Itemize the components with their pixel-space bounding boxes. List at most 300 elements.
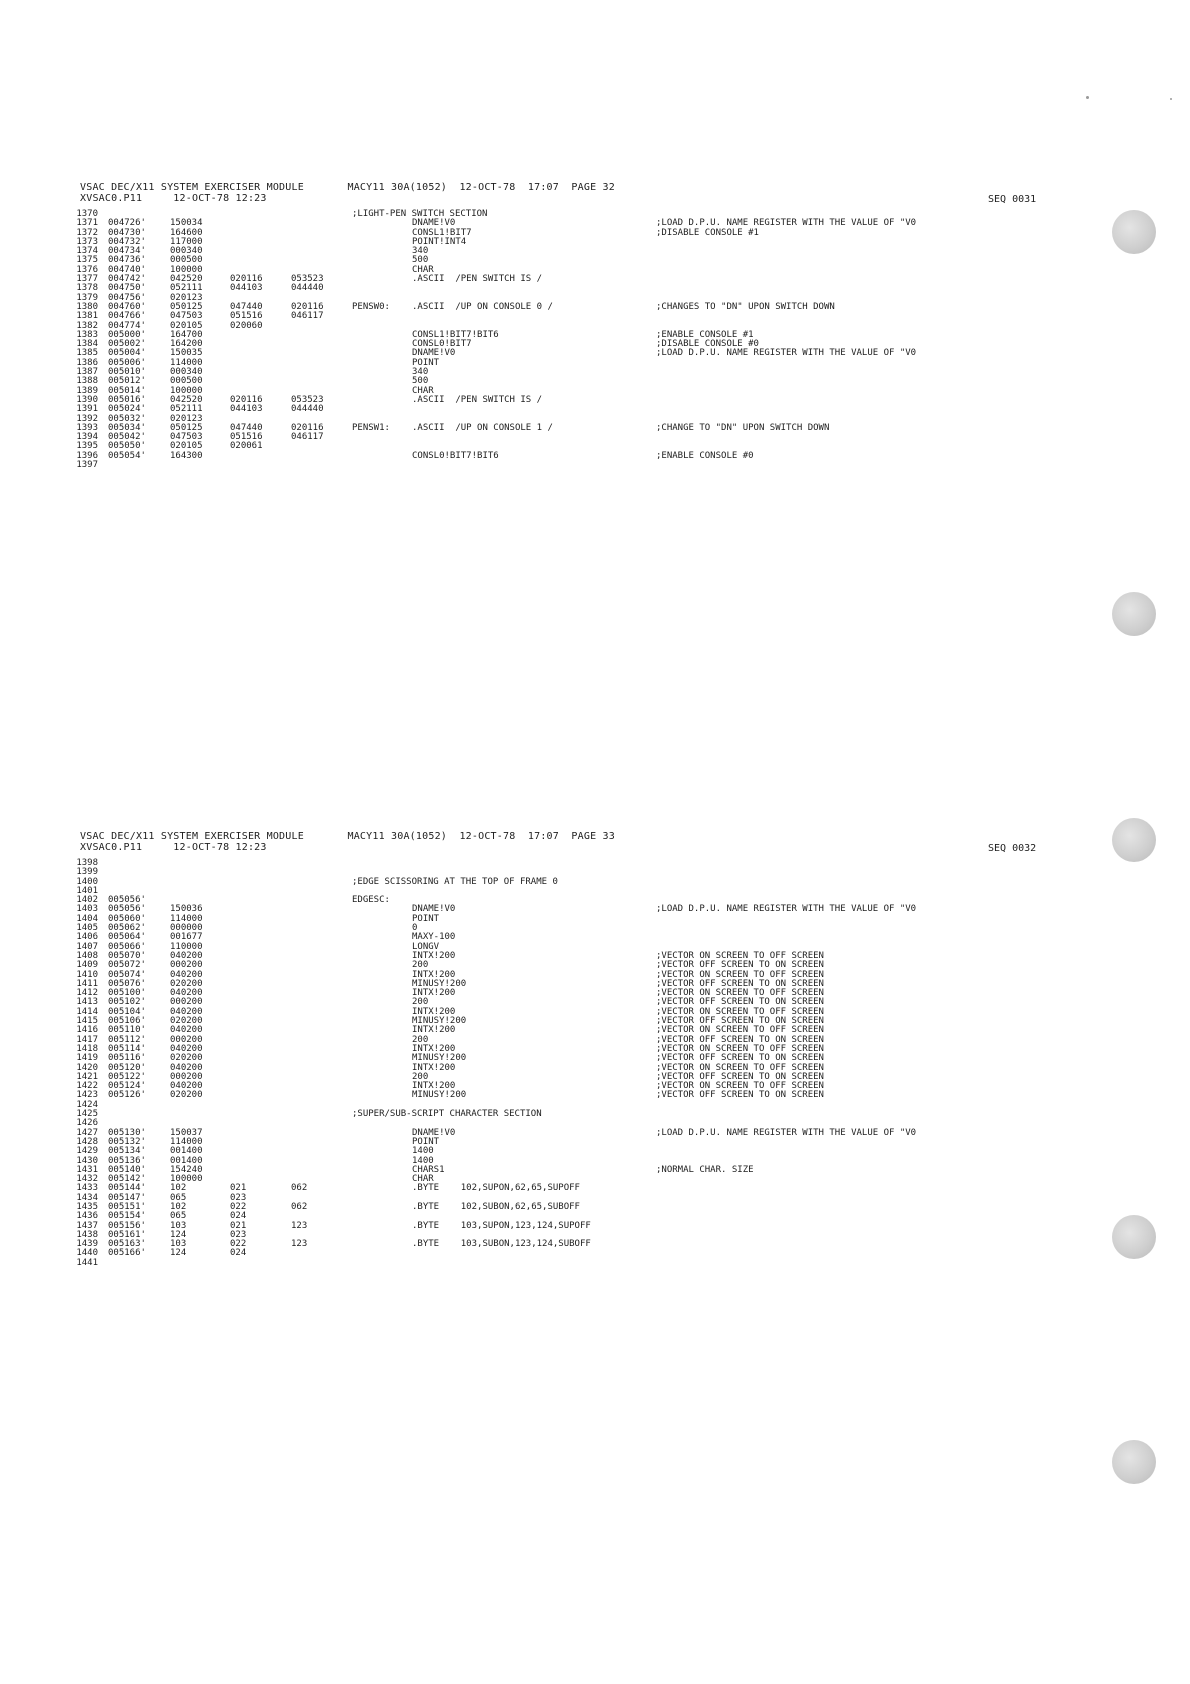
word-1: 164300 bbox=[170, 450, 203, 461]
address: 005062' bbox=[108, 923, 146, 934]
line-number: 1440 bbox=[76, 1248, 98, 1259]
line-number: 1441 bbox=[76, 1257, 98, 1268]
address: 004732' bbox=[108, 236, 146, 247]
address: 005050' bbox=[108, 441, 146, 452]
header-title-line: VSAC DEC/X11 SYSTEM EXERCISER MODULE MACY11 30A(1052) 12-OCT-78 17:07 PAGE 32 bbox=[80, 182, 615, 193]
address: 005010' bbox=[108, 367, 146, 378]
line-number: 1432 bbox=[76, 1174, 98, 1185]
line-number: 1399 bbox=[76, 867, 98, 878]
source: DNAME!V0 bbox=[412, 348, 456, 359]
address: 004734' bbox=[108, 246, 146, 257]
address: 005126' bbox=[108, 1090, 146, 1101]
word-1: 052111 bbox=[170, 404, 203, 415]
line-number: 1429 bbox=[76, 1146, 98, 1157]
listing-line bbox=[0, 461, 1190, 470]
label: ;SUPER/SUB-SCRIPT CHARACTER SECTION bbox=[352, 1109, 542, 1120]
source: DNAME!V0 bbox=[412, 218, 456, 229]
address: 004760' bbox=[108, 301, 146, 312]
comment: ;DISABLE CONSOLE #1 bbox=[656, 227, 759, 238]
line-number: 1422 bbox=[76, 1081, 98, 1092]
word-3: 020116 bbox=[291, 422, 324, 433]
address: 004736' bbox=[108, 255, 146, 266]
source: POINT bbox=[412, 913, 440, 924]
source: 0 bbox=[412, 923, 418, 934]
word-1: 020123 bbox=[170, 292, 203, 303]
source: 200 bbox=[412, 997, 429, 1008]
word-2: 047440 bbox=[230, 301, 263, 312]
word-3: 123 bbox=[291, 1239, 308, 1250]
source: INTX!200 bbox=[412, 1043, 456, 1054]
word-1: 000500 bbox=[170, 255, 203, 266]
word-2: 024 bbox=[230, 1248, 247, 1259]
source: .BYTE 102,SUBON,62,65,SUBOFF bbox=[412, 1201, 580, 1212]
address: 005102' bbox=[108, 997, 146, 1008]
line-number: 1402 bbox=[76, 895, 98, 906]
page-header bbox=[80, 182, 615, 204]
source: 1400 bbox=[412, 1155, 434, 1166]
comment: ;VECTOR ON SCREEN TO OFF SCREEN bbox=[656, 1062, 824, 1073]
comment: ;DISABLE CONSOLE #0 bbox=[656, 339, 759, 350]
word-1: 000340 bbox=[170, 367, 203, 378]
address: 005154' bbox=[108, 1211, 146, 1222]
address: 005104' bbox=[108, 1006, 146, 1017]
word-1: 065 bbox=[170, 1192, 187, 1203]
word-1: 150036 bbox=[170, 904, 203, 915]
line-number: 1438 bbox=[76, 1229, 98, 1240]
source: CONSL1!BIT7 bbox=[412, 227, 472, 238]
word-2: 051516 bbox=[230, 432, 263, 443]
address: 004742' bbox=[108, 274, 146, 285]
word-2: 020116 bbox=[230, 274, 263, 285]
line-number: 1391 bbox=[76, 404, 98, 415]
address: 004766' bbox=[108, 311, 146, 322]
word-1: 150035 bbox=[170, 348, 203, 359]
line-number: 1386 bbox=[76, 357, 98, 368]
source: .ASCII /PEN SWITCH IS / bbox=[412, 394, 543, 405]
address: 005060' bbox=[108, 913, 146, 924]
source: MINUSY!200 bbox=[412, 1053, 467, 1064]
word-1: 020200 bbox=[170, 1090, 203, 1101]
line-number: 1412 bbox=[76, 988, 98, 999]
line-number: 1425 bbox=[76, 1109, 98, 1120]
word-1: 040200 bbox=[170, 1043, 203, 1054]
address: 005074' bbox=[108, 969, 146, 980]
source: 200 bbox=[412, 1034, 429, 1045]
word-2: 044103 bbox=[230, 404, 263, 415]
word-1: 040200 bbox=[170, 1025, 203, 1036]
source: .ASCII /UP ON CONSOLE 1 / bbox=[412, 422, 553, 433]
comment: ;VECTOR OFF SCREEN TO ON SCREEN bbox=[656, 997, 824, 1008]
line-number: 1392 bbox=[76, 413, 98, 424]
word-1: 000200 bbox=[170, 960, 203, 971]
source: .BYTE 103,SUBON,123,124,SUBOFF bbox=[412, 1239, 591, 1250]
address: 005064' bbox=[108, 932, 146, 943]
line-number: 1415 bbox=[76, 1016, 98, 1027]
word-1: 124 bbox=[170, 1229, 187, 1240]
scan-speck bbox=[1170, 98, 1172, 100]
word-1: 020123 bbox=[170, 413, 203, 424]
address: 005032' bbox=[108, 413, 146, 424]
line-number: 1417 bbox=[76, 1034, 98, 1045]
source: CONSL1!BIT7!BIT6 bbox=[412, 329, 499, 340]
listing-line bbox=[0, 452, 1190, 461]
address: 005112' bbox=[108, 1034, 146, 1045]
source: DNAME!V0 bbox=[412, 1127, 456, 1138]
line-number: 1377 bbox=[76, 274, 98, 285]
comment: ;VECTOR ON SCREEN TO OFF SCREEN bbox=[656, 1043, 824, 1054]
address: 005002' bbox=[108, 339, 146, 350]
word-1: 000000 bbox=[170, 923, 203, 934]
comment: ;VECTOR OFF SCREEN TO ON SCREEN bbox=[656, 1090, 824, 1101]
label: ;LIGHT-PEN SWITCH SECTION bbox=[352, 209, 488, 219]
label: PENSW0: bbox=[352, 301, 390, 312]
word-1: 000200 bbox=[170, 1034, 203, 1045]
source: INTX!200 bbox=[412, 1081, 456, 1092]
line-number: 1410 bbox=[76, 969, 98, 980]
address: 005072' bbox=[108, 960, 146, 971]
line-number: 1370 bbox=[76, 209, 98, 219]
address: 004740' bbox=[108, 264, 146, 275]
word-1: 110000 bbox=[170, 941, 203, 952]
line-number: 1414 bbox=[76, 1006, 98, 1017]
label: ;EDGE SCISSORING AT THE TOP OF FRAME 0 bbox=[352, 876, 558, 887]
line-number: 1406 bbox=[76, 932, 98, 943]
word-1: 164200 bbox=[170, 339, 203, 350]
listing-line bbox=[0, 887, 1190, 896]
line-number: 1423 bbox=[76, 1090, 98, 1101]
listing-line bbox=[0, 878, 1190, 887]
source: .ASCII /UP ON CONSOLE 0 / bbox=[412, 301, 553, 312]
word-1: 114000 bbox=[170, 913, 203, 924]
listing-line bbox=[0, 1249, 1190, 1258]
address: 005163' bbox=[108, 1239, 146, 1250]
listing-rows bbox=[0, 210, 1190, 470]
word-1: 052111 bbox=[170, 283, 203, 294]
line-number: 1437 bbox=[76, 1220, 98, 1231]
line-number: 1394 bbox=[76, 432, 98, 443]
comment: ;VECTOR ON SCREEN TO OFF SCREEN bbox=[656, 1025, 824, 1036]
line-number: 1397 bbox=[76, 460, 98, 471]
address: 005120' bbox=[108, 1062, 146, 1073]
word-1: 000200 bbox=[170, 997, 203, 1008]
address: 005140' bbox=[108, 1164, 146, 1175]
address: 005014' bbox=[108, 385, 146, 396]
comment: ;VECTOR OFF SCREEN TO ON SCREEN bbox=[656, 1016, 824, 1027]
address: 005054' bbox=[108, 450, 146, 461]
word-1: 000200 bbox=[170, 1071, 203, 1082]
page-header bbox=[80, 831, 615, 853]
listing-line bbox=[0, 1259, 1190, 1268]
word-3: 044440 bbox=[291, 283, 324, 294]
word-1: 040200 bbox=[170, 988, 203, 999]
address: 005114' bbox=[108, 1043, 146, 1054]
word-1: 050125 bbox=[170, 422, 203, 433]
source: CONSL0!BIT7!BIT6 bbox=[412, 450, 499, 461]
source: POINT bbox=[412, 1136, 440, 1147]
line-number: 1371 bbox=[76, 218, 98, 229]
line-number: 1382 bbox=[76, 320, 98, 331]
line-number: 1400 bbox=[76, 876, 98, 887]
word-3: 044440 bbox=[291, 404, 324, 415]
line-number: 1421 bbox=[76, 1071, 98, 1082]
address: 004756' bbox=[108, 292, 146, 303]
line-number: 1393 bbox=[76, 422, 98, 433]
address: 005016' bbox=[108, 394, 146, 405]
line-number: 1439 bbox=[76, 1239, 98, 1250]
line-number: 1373 bbox=[76, 236, 98, 247]
address: 005006' bbox=[108, 357, 146, 368]
word-1: 103 bbox=[170, 1220, 187, 1231]
listing-line bbox=[0, 1101, 1190, 1110]
word-2: 022 bbox=[230, 1239, 247, 1250]
word-2: 020116 bbox=[230, 394, 263, 405]
address: 005122' bbox=[108, 1071, 146, 1082]
source: .BYTE 103,SUPON,123,124,SUPOFF bbox=[412, 1220, 591, 1231]
word-3: 062 bbox=[291, 1201, 308, 1212]
comment: ;ENABLE CONSOLE #1 bbox=[656, 329, 754, 340]
address: 005161' bbox=[108, 1229, 146, 1240]
line-number: 1426 bbox=[76, 1118, 98, 1129]
line-number: 1379 bbox=[76, 292, 98, 303]
word-1: 042520 bbox=[170, 394, 203, 405]
address: 004774' bbox=[108, 320, 146, 331]
line-number: 1387 bbox=[76, 367, 98, 378]
source: MINUSY!200 bbox=[412, 978, 467, 989]
source: INTX!200 bbox=[412, 950, 456, 961]
word-2: 021 bbox=[230, 1183, 247, 1194]
listing-rows bbox=[0, 859, 1190, 1268]
comment: ;CHANGE TO "DN" UPON SWITCH DOWN bbox=[656, 422, 830, 433]
word-1: 124 bbox=[170, 1248, 187, 1259]
word-1: 100000 bbox=[170, 385, 203, 396]
word-3: 046117 bbox=[291, 432, 324, 443]
address: 005106' bbox=[108, 1016, 146, 1027]
word-3: 053523 bbox=[291, 394, 324, 405]
header-file-line: XVSAC0.P11 12-OCT-78 12:23 bbox=[80, 842, 267, 853]
word-1: 040200 bbox=[170, 969, 203, 980]
word-2: 024 bbox=[230, 1211, 247, 1222]
source: MINUSY!200 bbox=[412, 1090, 467, 1101]
address: 005144' bbox=[108, 1183, 146, 1194]
line-number: 1419 bbox=[76, 1053, 98, 1064]
source: INTX!200 bbox=[412, 1062, 456, 1073]
listing-line bbox=[0, 1091, 1190, 1100]
line-number: 1385 bbox=[76, 348, 98, 359]
comment: ;VECTOR OFF SCREEN TO ON SCREEN bbox=[656, 978, 824, 989]
comment: ;VECTOR ON SCREEN TO OFF SCREEN bbox=[656, 1081, 824, 1092]
source: MAXY-100 bbox=[412, 932, 456, 943]
source: INTX!200 bbox=[412, 1025, 456, 1036]
line-number: 1407 bbox=[76, 941, 98, 952]
comment: ;LOAD D.P.U. NAME REGISTER WITH THE VALUE OF "V0 bbox=[656, 1127, 917, 1138]
address: 005136' bbox=[108, 1155, 146, 1166]
line-number: 1409 bbox=[76, 960, 98, 971]
address: 005110' bbox=[108, 1025, 146, 1036]
word-1: 100000 bbox=[170, 264, 203, 275]
word-1: 020200 bbox=[170, 1016, 203, 1027]
line-number: 1418 bbox=[76, 1043, 98, 1054]
source: 340 bbox=[412, 246, 429, 257]
word-1: 047503 bbox=[170, 432, 203, 443]
comment: ;LOAD D.P.U. NAME REGISTER WITH THE VALUE OF "V0 bbox=[656, 218, 917, 229]
source: INTX!200 bbox=[412, 1006, 456, 1017]
comment: ;VECTOR ON SCREEN TO OFF SCREEN bbox=[656, 1006, 824, 1017]
comment: ;VECTOR ON SCREEN TO OFF SCREEN bbox=[656, 950, 824, 961]
address: 005142' bbox=[108, 1174, 146, 1185]
word-1: 150034 bbox=[170, 218, 203, 229]
address: 005024' bbox=[108, 404, 146, 415]
line-number: 1435 bbox=[76, 1201, 98, 1212]
listing-line bbox=[0, 859, 1190, 868]
word-1: 020105 bbox=[170, 320, 203, 331]
source: 500 bbox=[412, 255, 429, 266]
word-1: 040200 bbox=[170, 1006, 203, 1017]
address: 005134' bbox=[108, 1146, 146, 1157]
word-1: 001677 bbox=[170, 932, 203, 943]
word-1: 117000 bbox=[170, 236, 203, 247]
word-2: 044103 bbox=[230, 283, 263, 294]
line-number: 1404 bbox=[76, 913, 98, 924]
label: PENSW1: bbox=[352, 422, 390, 433]
source: LONGV bbox=[412, 941, 440, 952]
label: EDGESC: bbox=[352, 895, 390, 906]
source: CONSL0!BIT7 bbox=[412, 339, 472, 350]
source: 200 bbox=[412, 1071, 429, 1082]
comment: ;LOAD D.P.U. NAME REGISTER WITH THE VALUE OF "V0 bbox=[656, 348, 917, 359]
address: 005124' bbox=[108, 1081, 146, 1092]
address: 005132' bbox=[108, 1136, 146, 1147]
line-number: 1431 bbox=[76, 1164, 98, 1175]
comment: ;VECTOR OFF SCREEN TO ON SCREEN bbox=[656, 1053, 824, 1064]
word-1: 065 bbox=[170, 1211, 187, 1222]
comment: ;VECTOR ON SCREEN TO OFF SCREEN bbox=[656, 988, 824, 999]
address: 005076' bbox=[108, 978, 146, 989]
line-number: 1378 bbox=[76, 283, 98, 294]
source: 500 bbox=[412, 376, 429, 387]
header-file-line: XVSAC0.P11 12-OCT-78 12:23 bbox=[80, 193, 267, 204]
binder-hole bbox=[1112, 592, 1156, 636]
source: 200 bbox=[412, 960, 429, 971]
source: CHAR bbox=[412, 264, 434, 275]
address: 005042' bbox=[108, 432, 146, 443]
word-2: 047440 bbox=[230, 422, 263, 433]
word-1: 040200 bbox=[170, 1062, 203, 1073]
word-1: 050125 bbox=[170, 301, 203, 312]
address: 004726' bbox=[108, 218, 146, 229]
listing-line bbox=[0, 868, 1190, 877]
word-2: 020060 bbox=[230, 320, 263, 331]
address: 005156' bbox=[108, 1220, 146, 1231]
source: INTX!200 bbox=[412, 969, 456, 980]
binder-hole bbox=[1112, 1440, 1156, 1484]
source: MINUSY!200 bbox=[412, 1016, 467, 1027]
line-number: 1416 bbox=[76, 1025, 98, 1036]
line-number: 1383 bbox=[76, 329, 98, 340]
address: 004750' bbox=[108, 283, 146, 294]
line-number: 1436 bbox=[76, 1211, 98, 1222]
address: 005012' bbox=[108, 376, 146, 387]
word-1: 020200 bbox=[170, 978, 203, 989]
word-1: 100000 bbox=[170, 1174, 203, 1185]
line-number: 1384 bbox=[76, 339, 98, 350]
source: DNAME!V0 bbox=[412, 904, 456, 915]
source: CHAR bbox=[412, 1174, 434, 1185]
address: 005100' bbox=[108, 988, 146, 999]
word-2: 051516 bbox=[230, 311, 263, 322]
line-number: 1427 bbox=[76, 1127, 98, 1138]
word-1: 000500 bbox=[170, 376, 203, 387]
address: 005130' bbox=[108, 1127, 146, 1138]
word-1: 047503 bbox=[170, 311, 203, 322]
word-1: 020105 bbox=[170, 441, 203, 452]
word-1: 020200 bbox=[170, 1053, 203, 1064]
address: 005070' bbox=[108, 950, 146, 961]
address: 005147' bbox=[108, 1192, 146, 1203]
word-2: 021 bbox=[230, 1220, 247, 1231]
comment: ;VECTOR OFF SCREEN TO ON SCREEN bbox=[656, 960, 824, 971]
scan-speck bbox=[1086, 96, 1089, 99]
source: CHAR bbox=[412, 385, 434, 396]
address: 005034' bbox=[108, 422, 146, 433]
word-1: 114000 bbox=[170, 357, 203, 368]
line-number: 1388 bbox=[76, 376, 98, 387]
line-number: 1428 bbox=[76, 1136, 98, 1147]
source: POINT!INT4 bbox=[412, 236, 467, 247]
word-2: 022 bbox=[230, 1201, 247, 1212]
source: .ASCII /PEN SWITCH IS / bbox=[412, 274, 543, 285]
word-3: 020116 bbox=[291, 301, 324, 312]
binder-hole bbox=[1112, 1215, 1156, 1259]
line-number: 1381 bbox=[76, 311, 98, 322]
line-number: 1403 bbox=[76, 904, 98, 915]
word-3: 062 bbox=[291, 1183, 308, 1194]
line-number: 1395 bbox=[76, 441, 98, 452]
comment: ;NORMAL CHAR. SIZE bbox=[656, 1164, 754, 1175]
source: CHARS1 bbox=[412, 1164, 445, 1175]
line-number: 1408 bbox=[76, 950, 98, 961]
address: 005056' bbox=[108, 895, 146, 906]
word-3: 123 bbox=[291, 1220, 308, 1231]
comment: ;VECTOR OFF SCREEN TO ON SCREEN bbox=[656, 1034, 824, 1045]
line-number: 1405 bbox=[76, 923, 98, 934]
comment: ;CHANGES TO "DN" UPON SWITCH DOWN bbox=[656, 301, 835, 312]
line-number: 1433 bbox=[76, 1183, 98, 1194]
word-1: 154240 bbox=[170, 1164, 203, 1175]
address: 005000' bbox=[108, 329, 146, 340]
comment: ;VECTOR OFF SCREEN TO ON SCREEN bbox=[656, 1071, 824, 1082]
address: 005151' bbox=[108, 1201, 146, 1212]
word-2: 023 bbox=[230, 1229, 247, 1240]
source: 1400 bbox=[412, 1146, 434, 1157]
line-number: 1411 bbox=[76, 978, 98, 989]
word-1: 040200 bbox=[170, 950, 203, 961]
line-number: 1430 bbox=[76, 1155, 98, 1166]
word-1: 000340 bbox=[170, 246, 203, 257]
line-number: 1389 bbox=[76, 385, 98, 396]
word-1: 040200 bbox=[170, 1081, 203, 1092]
word-1: 103 bbox=[170, 1239, 187, 1250]
line-number: 1398 bbox=[76, 858, 98, 868]
line-number: 1374 bbox=[76, 246, 98, 257]
address: 004730' bbox=[108, 227, 146, 238]
line-number: 1434 bbox=[76, 1192, 98, 1203]
word-2: 020061 bbox=[230, 441, 263, 452]
address: 005066' bbox=[108, 941, 146, 952]
word-1: 150037 bbox=[170, 1127, 203, 1138]
line-number: 1390 bbox=[76, 394, 98, 405]
word-1: 114000 bbox=[170, 1136, 203, 1147]
source: 340 bbox=[412, 367, 429, 378]
